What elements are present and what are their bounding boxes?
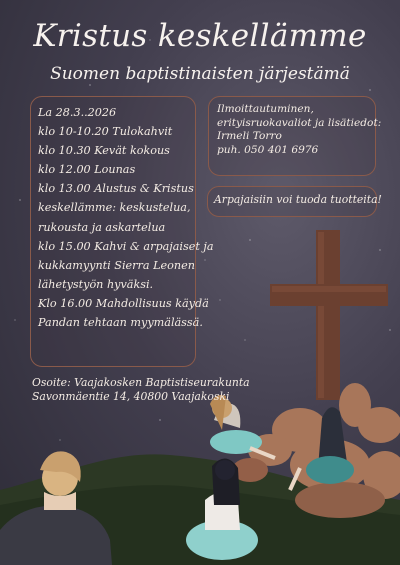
wooden-cross	[270, 230, 388, 400]
address-line: Savonmäentie 14, 40800 Vaajakoski	[32, 389, 230, 403]
schedule-line: Pandan tehtaan myymälässä.	[38, 316, 203, 330]
schedule-line: klo 12.00 Lounas	[38, 163, 136, 177]
registration-contact-name: Irmeli Torro	[217, 130, 282, 142]
schedule-line: keskellämme: keskustelua,	[38, 201, 191, 215]
schedule-line: klo 10.30 Kevät kokous	[38, 144, 170, 158]
lottery-note: Arpajaisiin voi tuoda tuotteita!	[207, 186, 377, 217]
schedule-line: klo 15.00 Kahvi & arpajaiset ja	[38, 239, 214, 253]
registration-line: Ilmoittautuminen,	[217, 103, 314, 115]
schedule-line: La 28.3..2026	[38, 106, 117, 119]
schedule-line: klo 10-10.20 Tulokahvit	[38, 125, 173, 139]
registration-box	[208, 96, 382, 176]
registration-line: erityisruokavaliot ja lisätiedot:	[217, 116, 382, 129]
schedule-line: rukousta ja askartelua	[38, 220, 166, 234]
schedule-line: klo 13.00 Alustus & Kristus	[38, 182, 194, 196]
address-block	[32, 376, 250, 403]
schedule-line: lähetystyön hyväksi.	[38, 277, 154, 291]
schedule-line: Klo 16.00 Mahdollisuus käydä	[38, 296, 209, 310]
address-line: Osoite: Vaajakosken Baptistiseurakunta	[32, 376, 250, 389]
registration-phone: puh. 050 401 6976	[217, 143, 319, 156]
event-title: Kristus keskellämme	[33, 18, 367, 54]
schedule-line: kukkamyynti Sierra Leonen	[38, 258, 195, 272]
event-subtitle: Suomen baptistinaisten järjestämä	[50, 64, 350, 84]
schedule-box	[30, 96, 214, 367]
